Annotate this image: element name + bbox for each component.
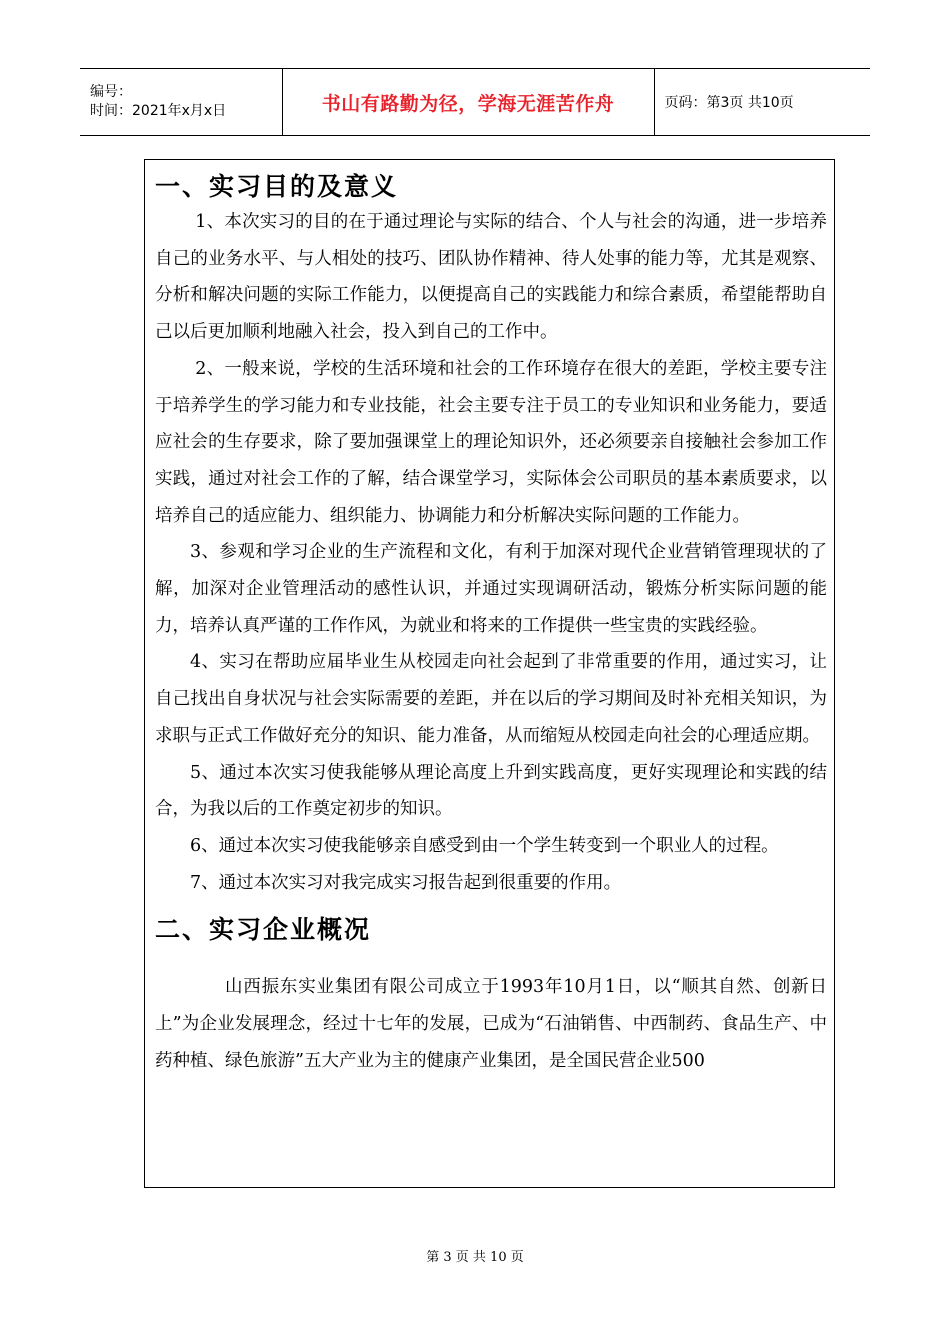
motto-text: 书山有路勤为径，学海无涯苦作舟 (321, 92, 615, 115)
serial-number-label: 编号： (90, 84, 132, 100)
paragraph: 4、实习在帮助应届毕业生从校园走向社会起到了非常重要的作用，通过实习，让自己找出自身状况与社会实际需要的差距，并在以后的学习期间及时补充相关知识，为求职与正式工作做好充分的知识、能力准备，从而缩短从校园走向社会的心理适应期。 (155, 652, 827, 746)
header-table (80, 68, 870, 136)
date-label: 时间：2021年x月x日 (90, 103, 227, 119)
paragraph: 2、一般来说，学校的生活环境和社会的工作环境存在很大的差距，学校主要专注于培养学生的学习能力和专业技能，社会主要专注于员工的专业知识和业务能力，要适应社会的生存要求，除了要加强课堂上的理论知识外，还必须要亲自接触社会参加工作实践，通过对社会工作的了解，结合课堂学习，实际体会公司职员的基本素质要求，以培养自己的适应能力、组织能力、协调能力和分析解决实际问题的工作能力。 (155, 358, 827, 526)
paragraph: 6、通过本次实习使我能够亲自感受到由一个学生转变到一个职业人的过程。 (190, 835, 779, 856)
content-box (144, 159, 835, 1188)
section-title-company: 二、实习企业概况 (155, 915, 372, 945)
page-number-label: 页码：第3页 共10页 (664, 95, 794, 111)
paragraph: 山西振东实业集团有限公司成立于1993年10月1日，以“顺其自然、创新日上”为企业发展理念，经过十七年的发展，已成为“石油销售、中西制药、食品生产、中药种植、绿色旅游”五大产业为主的健康产业集团，是全国民营企业500 (155, 977, 827, 1071)
section-title-purpose: 一、实习目的及意义 (155, 172, 399, 201)
paragraph: 7、通过本次实习对我完成实习报告起到很重要的作用。 (190, 872, 622, 893)
header-info-cell (80, 69, 282, 136)
page-info-cell (654, 69, 870, 136)
page-footer: 第 3 页 共 10 页 (426, 1250, 524, 1265)
paragraph: 3、参观和学习企业的生产流程和文化，有利于加深对现代企业营销管理现状的了解，加深对企业管理活动的感性认识，并通过实现调研活动，锻炼分析实际问题的能力，培养认真严谨的工作作风，为就业和将来的工作提供一些宝贵的实践经验。 (155, 542, 827, 636)
motto-cell (282, 69, 654, 136)
paragraph: 1、本次实习的目的在于通过理论与实际的结合、个人与社会的沟通，进一步培养自己的业务水平、与人相处的技巧、团队协作精神、待人处事的能力等，尤其是观察、分析和解决问题的实际工作能力，以便提高自己的实践能力和综合素质，希望能帮助自己以后更加顺利地融入社会，投入到自己的工作中。 (155, 212, 827, 343)
paragraph: 5、通过本次实习使我能够从理论高度上升到实践高度，更好实现理论和实践的结合，为我以后的工作奠定初步的知识。 (155, 762, 827, 820)
